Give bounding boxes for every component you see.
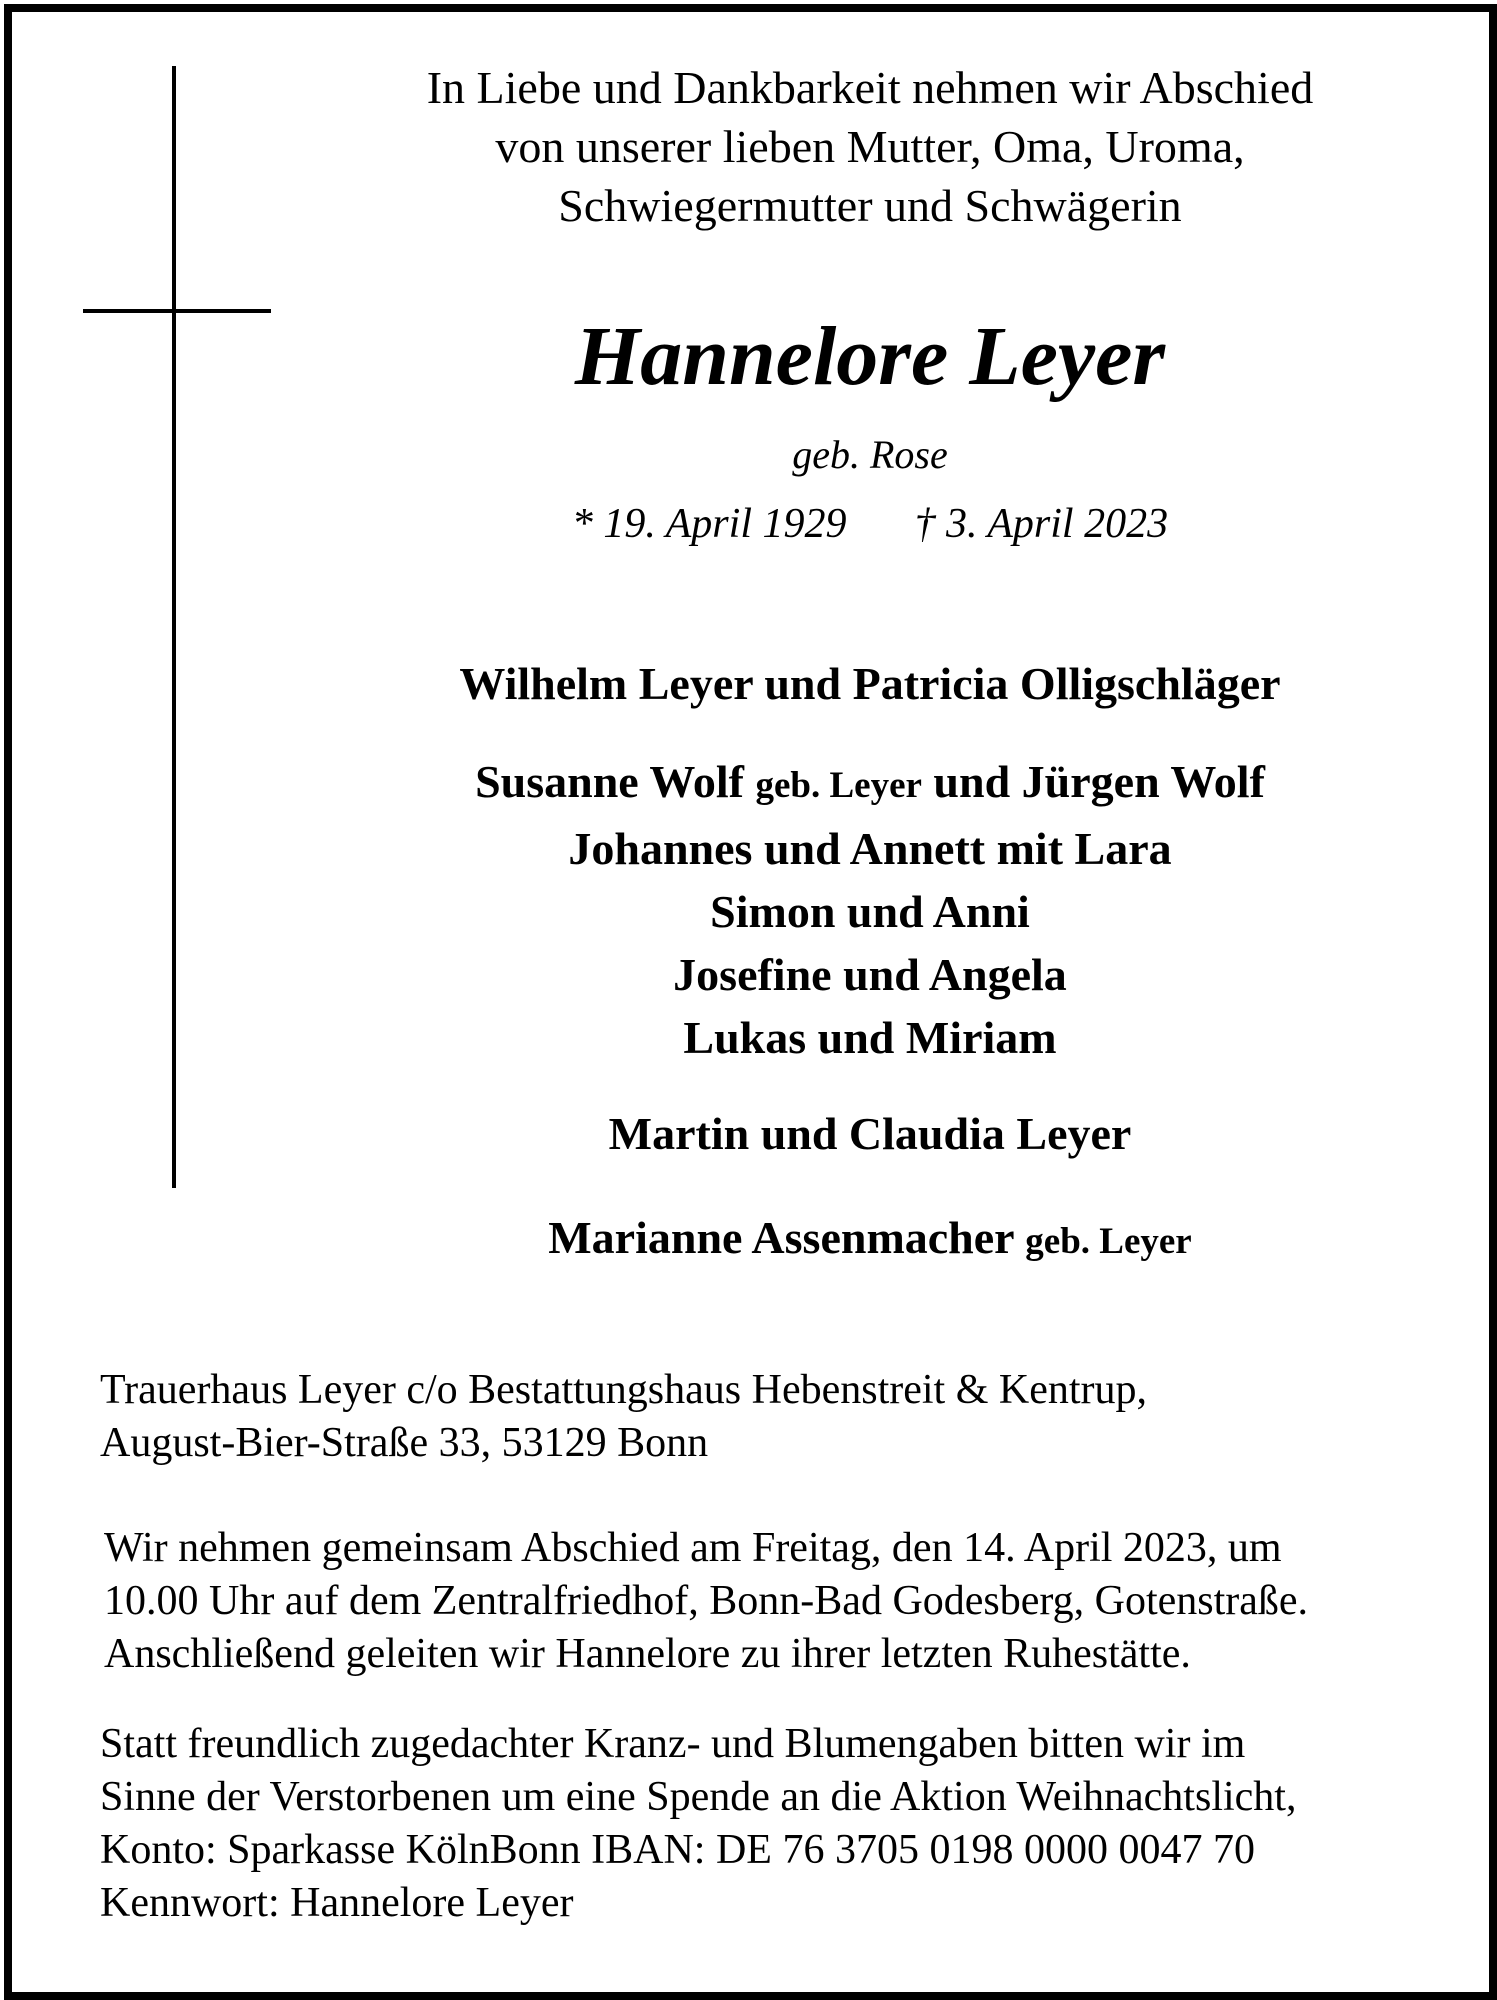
family-group <box>270 1206 1470 1273</box>
mourning-address <box>100 1364 1440 1470</box>
family-line: Simon und Anni <box>710 886 1030 937</box>
family-line <box>270 1206 1470 1273</box>
intro-line: Schwiegermutter und Schwägerin <box>558 180 1182 231</box>
intro-line: In Liebe und Dankbarkeit nehmen wir Abschied <box>426 62 1314 113</box>
family-group <box>270 750 1470 1069</box>
family-name: und Jürgen Wolf <box>933 756 1265 807</box>
family-group <box>270 652 1470 715</box>
family-line: Josefine und Angela <box>673 949 1067 1000</box>
intro-line: von unserer lieben Mutter, Oma, Uroma, <box>495 121 1245 172</box>
donation-notice <box>100 1718 1440 1930</box>
life-dates <box>270 496 1470 552</box>
donation-line: Kennwort: Hannelore Leyer <box>100 1880 574 1926</box>
family-line: Martin und Claudia Leyer <box>608 1108 1132 1159</box>
family-line: Lukas und Miriam <box>683 1012 1057 1063</box>
donation-line: Sinne der Verstorbenen um eine Spende an die Aktion Weihnachtslicht, <box>100 1774 1297 1820</box>
maiden-name-note: geb. Leyer <box>755 765 922 806</box>
ceremony-line: Anschließend geleiten wir Hannelore zu ihrer letzten Ruhestätte. <box>104 1631 1191 1677</box>
family-line: Johannes und Annett mit Lara <box>568 823 1172 874</box>
maiden-name-note: geb. Leyer <box>1025 1221 1192 1262</box>
intro-text <box>270 58 1470 235</box>
ceremony-line: 10.00 Uhr auf dem Zentralfriedhof, Bonn-Bad Godesberg, Gotenstraße. <box>104 1578 1309 1624</box>
donation-line: Statt freundlich zugedachter Kranz- und Blumengaben bitten wir im <box>100 1721 1246 1767</box>
ceremony-notice <box>104 1522 1444 1681</box>
address-line: Trauerhaus Leyer c/o Bestattungshaus Hebenstreit & Kentrup, <box>100 1367 1148 1413</box>
death-date: † 3. April 2023 <box>914 501 1169 547</box>
family-group <box>270 1102 1470 1165</box>
family-line <box>270 750 1470 817</box>
cross-vertical-bar <box>172 66 176 1188</box>
ceremony-line: Wir nehmen gemeinsam Abschied am Freitag, den 14. April 2023, um <box>104 1525 1282 1571</box>
birth-date: * 19. April 1929 <box>571 501 847 547</box>
address-line: August-Bier-Straße 33, 53129 Bonn <box>100 1420 709 1466</box>
family-line: Wilhelm Leyer und Patricia Olligschläger <box>459 658 1281 709</box>
family-name: Susanne Wolf <box>475 756 744 807</box>
donation-line: Konto: Sparkasse KölnBonn IBAN: DE 76 3705 0198 0000 0047 70 <box>100 1827 1255 1873</box>
family-name: Marianne Assenmacher <box>548 1212 1014 1263</box>
cross-horizontal-bar <box>83 309 271 313</box>
deceased-name: Hannelore Leyer <box>574 310 1166 403</box>
birth-name: geb. Rose <box>792 432 948 477</box>
